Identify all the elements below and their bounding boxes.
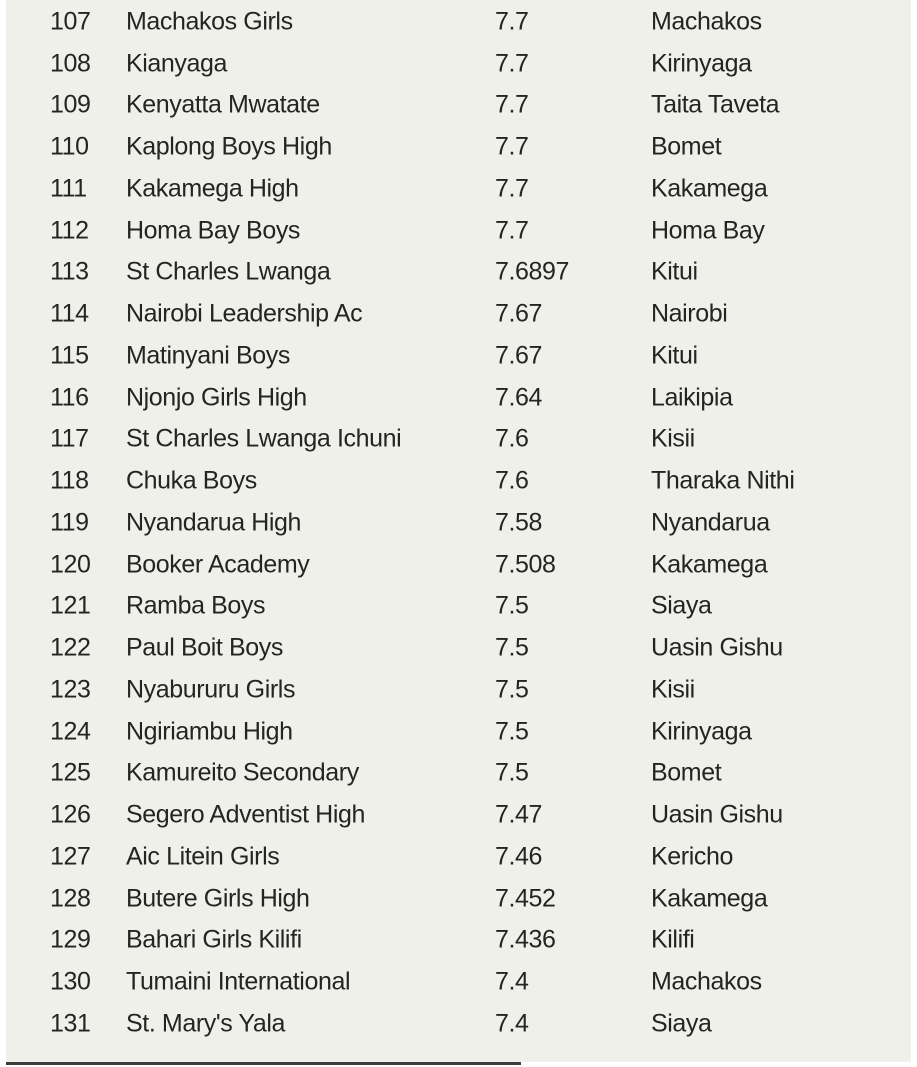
school-name-cell: Kianyaga	[126, 49, 228, 78]
school-name-cell: Nyandarua High	[126, 508, 302, 537]
county-cell: Kisii	[651, 424, 695, 453]
mean-score-cell: 7.5	[495, 758, 529, 787]
rank-cell: 131	[50, 1009, 91, 1038]
school-name-cell: St Charles Lwanga Ichuni	[126, 424, 402, 453]
county-cell: Tharaka Nithi	[651, 466, 795, 495]
county-cell: Machakos	[651, 7, 762, 36]
school-name-cell: Ramba Boys	[126, 591, 266, 620]
rank-cell: 120	[50, 550, 91, 579]
mean-score-cell: 7.58	[495, 508, 543, 537]
county-cell: Kisii	[651, 675, 695, 704]
county-cell: Machakos	[651, 967, 762, 996]
county-cell: Siaya	[651, 1009, 712, 1038]
rank-cell: 113	[50, 257, 89, 286]
table-row	[6, 1, 911, 43]
rank-cell: 129	[50, 925, 91, 954]
rank-cell: 126	[50, 800, 91, 829]
school-name-cell: Nairobi Leadership Ac	[126, 299, 363, 328]
school-name-cell: Homa Bay Boys	[126, 216, 301, 245]
mean-score-cell: 7.47	[495, 800, 543, 829]
rank-cell: 116	[50, 383, 89, 412]
school-name-cell: Nyabururu Girls	[126, 675, 296, 704]
table-row	[6, 836, 911, 878]
county-cell: Nairobi	[651, 299, 728, 328]
county-cell: Kitui	[651, 341, 698, 370]
table-row	[6, 210, 911, 252]
table-row	[6, 126, 911, 168]
school-name-cell: Chuka Boys	[126, 466, 257, 495]
county-cell: Kakamega	[651, 174, 768, 203]
mean-score-cell: 7.4	[495, 967, 529, 996]
county-cell: Bomet	[651, 758, 722, 787]
table-row	[6, 460, 911, 502]
table-row	[6, 920, 911, 962]
county-cell: Kakamega	[651, 550, 768, 579]
mean-score-cell: 7.7	[495, 174, 529, 203]
school-name-cell: Aic Litein Girls	[126, 842, 280, 871]
table-row	[6, 252, 911, 294]
rank-cell: 109	[50, 90, 91, 119]
school-name-cell: Kamureito Secondary	[126, 758, 359, 787]
county-cell: Kakamega	[651, 884, 768, 913]
mean-score-cell: 7.7	[495, 132, 529, 161]
county-cell: Kilifi	[651, 925, 695, 954]
mean-score-cell: 7.5	[495, 675, 529, 704]
table-row	[6, 669, 911, 711]
school-name-cell: Njonjo Girls High	[126, 383, 307, 412]
county-cell: Nyandarua	[651, 508, 770, 537]
county-cell: Laikipia	[651, 383, 733, 412]
rank-cell: 125	[50, 758, 91, 787]
table-row	[6, 419, 911, 461]
county-cell: Kericho	[651, 842, 733, 871]
table-row	[6, 168, 911, 210]
rank-cell: 115	[50, 341, 89, 370]
mean-score-cell: 7.67	[495, 341, 543, 370]
rank-cell: 108	[50, 49, 91, 78]
school-name-cell: St Charles Lwanga	[126, 257, 331, 286]
mean-score-cell: 7.7	[495, 49, 529, 78]
county-cell: Bomet	[651, 132, 722, 161]
mean-score-cell: 7.5	[495, 591, 529, 620]
table-row	[6, 627, 911, 669]
mean-score-cell: 7.436	[495, 925, 556, 954]
school-name-cell: Kakamega High	[126, 174, 299, 203]
table-row	[6, 43, 911, 85]
school-name-cell: Machakos Girls	[126, 7, 293, 36]
mean-score-cell: 7.5	[495, 633, 529, 662]
bottom-divider	[6, 1062, 521, 1065]
school-name-cell: Kaplong Boys High	[126, 132, 332, 161]
school-name-cell: Kenyatta Mwatate	[126, 90, 320, 119]
school-name-cell: Booker Academy	[126, 550, 310, 579]
rank-cell: 118	[50, 466, 89, 495]
table-row	[6, 878, 911, 920]
mean-score-cell: 7.46	[495, 842, 543, 871]
table-row	[6, 794, 911, 836]
rank-cell: 112	[50, 216, 89, 245]
table-row	[6, 753, 911, 795]
school-name-cell: Bahari Girls Kilifi	[126, 925, 302, 954]
mean-score-cell: 7.6	[495, 424, 529, 453]
mean-score-cell: 7.7	[495, 216, 529, 245]
rank-cell: 121	[50, 591, 91, 620]
rank-cell: 119	[50, 508, 89, 537]
table-row	[6, 711, 911, 753]
table-row	[6, 1003, 911, 1045]
mean-score-cell: 7.6897	[495, 257, 570, 286]
county-cell: Uasin Gishu	[651, 800, 783, 829]
mean-score-cell: 7.64	[495, 383, 543, 412]
mean-score-cell: 7.5	[495, 717, 529, 746]
rank-cell: 111	[50, 174, 87, 203]
school-name-cell: Ngiriambu High	[126, 717, 293, 746]
table-body	[6, 1, 911, 1045]
rankings-table	[6, 0, 911, 1062]
mean-score-cell: 7.7	[495, 90, 529, 119]
table-row	[6, 377, 911, 419]
county-cell: Taita Taveta	[651, 90, 780, 119]
mean-score-cell: 7.7	[495, 7, 529, 36]
rank-cell: 107	[50, 7, 91, 36]
county-cell: Kirinyaga	[651, 49, 752, 78]
table-row	[6, 293, 911, 335]
school-name-cell: Matinyani Boys	[126, 341, 290, 370]
rank-cell: 110	[50, 132, 89, 161]
school-name-cell: Butere Girls High	[126, 884, 310, 913]
rank-cell: 128	[50, 884, 91, 913]
table-row	[6, 544, 911, 586]
county-cell: Kirinyaga	[651, 717, 752, 746]
school-name-cell: Segero Adventist High	[126, 800, 365, 829]
school-name-cell: Tumaini International	[126, 967, 351, 996]
county-cell: Kitui	[651, 257, 698, 286]
mean-score-cell: 7.67	[495, 299, 543, 328]
rank-cell: 123	[50, 675, 91, 704]
county-cell: Siaya	[651, 591, 712, 620]
county-cell: Homa Bay	[651, 216, 765, 245]
school-name-cell: Paul Boit Boys	[126, 633, 283, 662]
rank-cell: 122	[50, 633, 91, 662]
rank-cell: 124	[50, 717, 91, 746]
table-row	[6, 85, 911, 127]
rank-cell: 130	[50, 967, 91, 996]
table-row	[6, 961, 911, 1003]
school-name-cell: St. Mary's Yala	[126, 1009, 286, 1038]
rank-cell: 114	[50, 299, 89, 328]
mean-score-cell: 7.452	[495, 884, 556, 913]
table-row	[6, 586, 911, 628]
county-cell: Uasin Gishu	[651, 633, 783, 662]
table-row	[6, 335, 911, 377]
mean-score-cell: 7.508	[495, 550, 556, 579]
rank-cell: 127	[50, 842, 91, 871]
rank-cell: 117	[50, 424, 89, 453]
table-row	[6, 502, 911, 544]
mean-score-cell: 7.4	[495, 1009, 529, 1038]
mean-score-cell: 7.6	[495, 466, 529, 495]
